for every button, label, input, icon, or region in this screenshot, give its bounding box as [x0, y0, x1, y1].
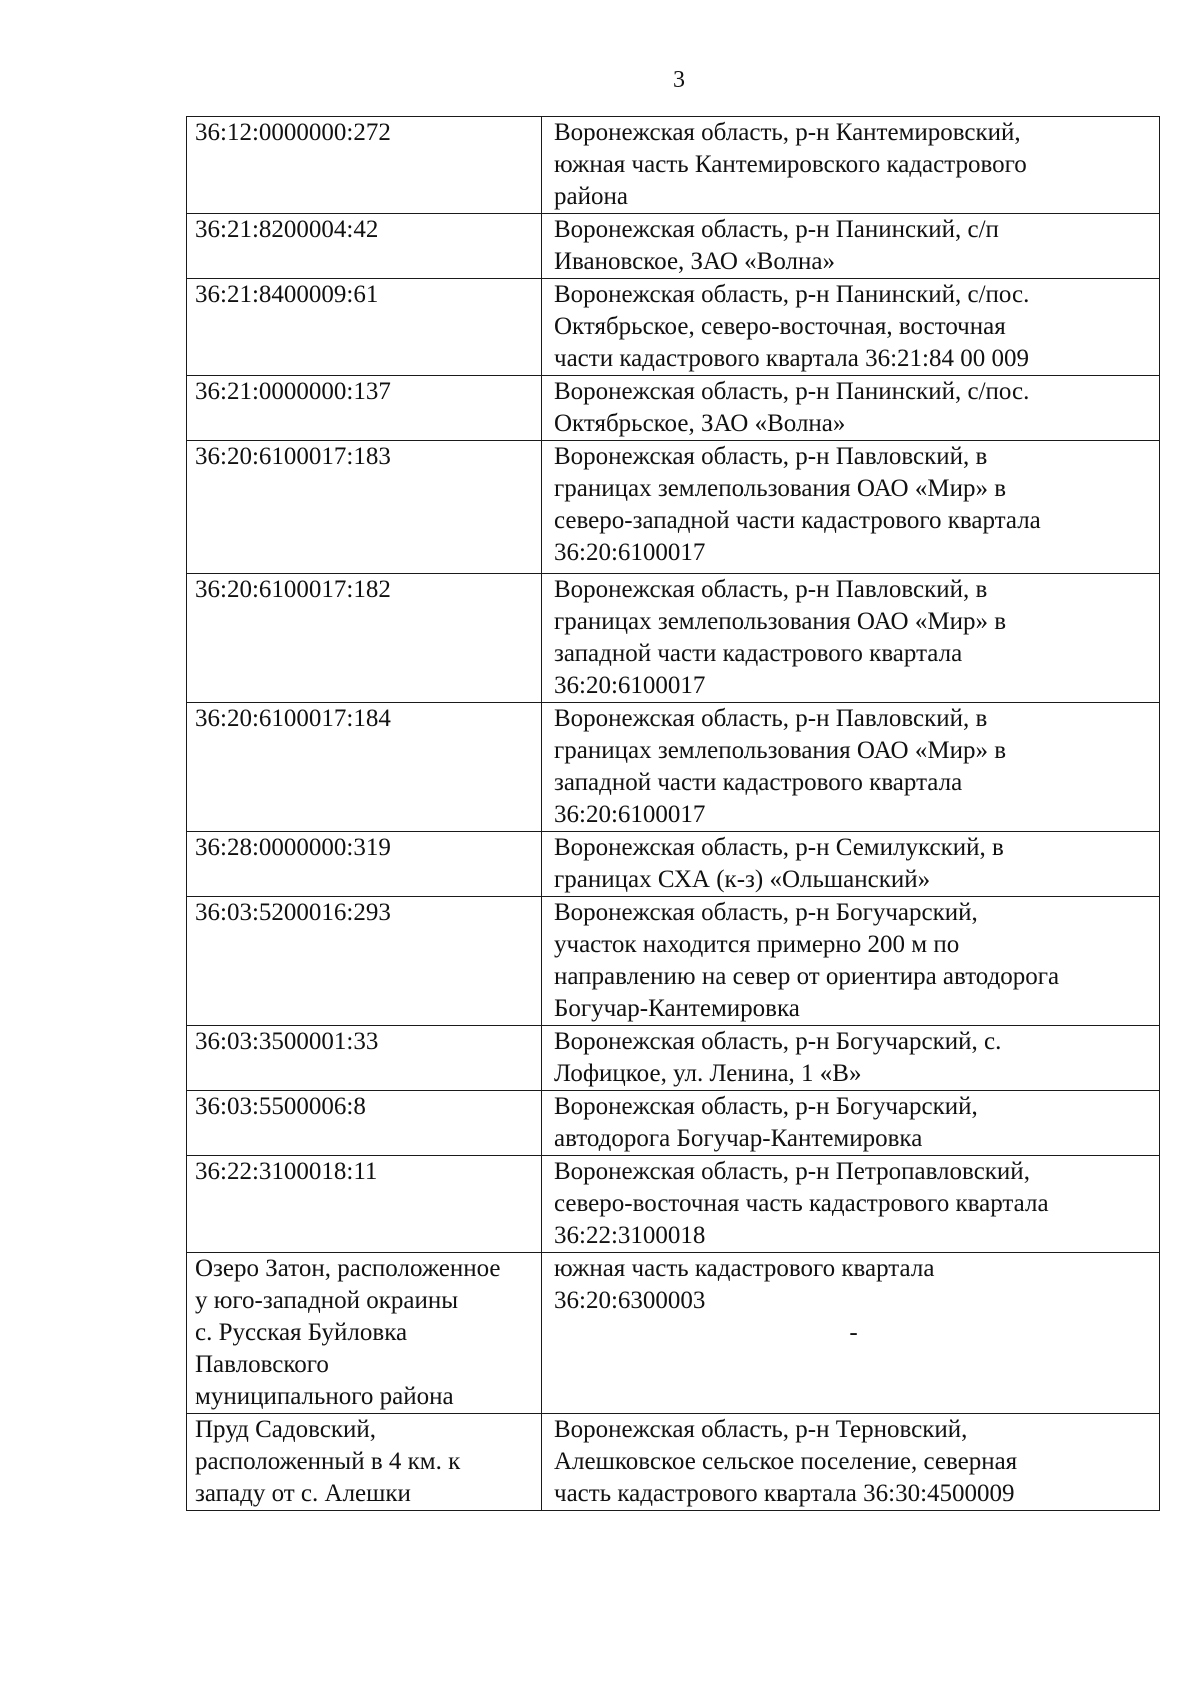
- cell-text-line: Воронежская область, р-н Терновский,: [554, 1416, 968, 1443]
- cell-text-line: Озеро Затон, расположенное: [195, 1255, 501, 1282]
- cell-text-line: 36:21:8400009:61: [195, 281, 379, 308]
- table-row: [187, 376, 1160, 441]
- table-row: [187, 1026, 1160, 1091]
- cell-text-line: границах СХА (к-з) «Ольшанский»: [554, 866, 931, 893]
- location-cell: [542, 897, 1160, 1026]
- page-number: 3: [673, 67, 685, 93]
- location-cell: [542, 376, 1160, 441]
- cell-text-line: Воронежская область, р-н Панинский, с/пос.: [554, 281, 1030, 308]
- cadastral-number-cell: [187, 897, 542, 1026]
- dash-mark: -: [849, 1319, 858, 1346]
- table-row: [187, 574, 1160, 703]
- cadastral-table: [186, 116, 1160, 1511]
- cell-text-line: 36:20:6100017: [554, 801, 706, 828]
- cell-text-line: автодорога Богучар-Кантемировка: [554, 1125, 923, 1152]
- cell-text-line: Воронежская область, р-н Богучарский, с.: [554, 1028, 1002, 1055]
- cell-text-line: Воронежская область, р-н Панинский, с/п: [554, 216, 999, 243]
- cell-text-line: 36:20:6100017:182: [195, 576, 391, 603]
- cadastral-number-cell: [187, 1156, 542, 1253]
- cadastral-number-cell: [187, 279, 542, 376]
- table-row: [187, 897, 1160, 1026]
- cell-text-line: 36:03:3500001:33: [195, 1028, 379, 1055]
- location-cell: [542, 1253, 1160, 1414]
- table-row: [187, 1091, 1160, 1156]
- cadastral-number-cell: [187, 1091, 542, 1156]
- location-cell: [542, 574, 1160, 703]
- cell-text-line: с. Русская Буйловка: [195, 1319, 408, 1346]
- cell-text-line: границах землепользования ОАО «Мир» в: [554, 475, 1007, 502]
- cadastral-number-cell: [187, 117, 542, 214]
- location-cell: [542, 117, 1160, 214]
- location-cell: [542, 703, 1160, 832]
- table-body: [187, 117, 1160, 1511]
- table-row: [187, 1414, 1160, 1511]
- cadastral-number-cell: [187, 1026, 542, 1091]
- location-cell: [542, 1156, 1160, 1253]
- location-cell: [542, 441, 1160, 574]
- cell-text-line: 36:22:3100018:11: [195, 1158, 378, 1185]
- cadastral-number-cell: [187, 1253, 542, 1414]
- cell-text-line: Воронежская область, р-н Петропавловский,: [554, 1158, 1030, 1185]
- cell-text-line: границах землепользования ОАО «Мир» в: [554, 608, 1007, 635]
- cell-text-line: Воронежская область, р-н Павловский, в: [554, 705, 988, 732]
- cell-text-line: Алешковское сельское поселение, северная: [554, 1448, 1018, 1475]
- cell-text-line: Октябрьское, ЗАО «Волна»: [554, 410, 846, 437]
- cadastral-number-cell: [187, 376, 542, 441]
- cell-text-line: 36:20:6100017: [554, 672, 706, 699]
- location-cell: [542, 832, 1160, 897]
- cell-text-line: 36:20:6100017:183: [195, 443, 391, 470]
- cell-text-line: расположенный в 4 км. к: [195, 1448, 461, 1475]
- cell-text-line: северо-восточная часть кадастрового квартала: [554, 1190, 1049, 1217]
- table-row: [187, 832, 1160, 897]
- cadastral-number-cell: [187, 832, 542, 897]
- cell-text-line: 36:20:6100017:184: [195, 705, 391, 732]
- cell-text-line: 36:21:0000000:137: [195, 378, 391, 405]
- cell-text-line: южная часть Кантемировского кадастрового: [554, 151, 1027, 178]
- cell-text-line: 36:22:3100018: [554, 1222, 706, 1249]
- table-row: [187, 441, 1160, 574]
- cell-text-line: 36:21:8200004:42: [195, 216, 379, 243]
- location-cell: [542, 214, 1160, 279]
- cadastral-number-cell: [187, 441, 542, 574]
- cell-text-line: Воронежская область, р-н Семилукский, в: [554, 834, 1004, 861]
- cell-text-line: Октябрьское, северо-восточная, восточная: [554, 313, 1006, 340]
- table-row: [187, 214, 1160, 279]
- cell-text-line: направлению на север от ориентира автодорога: [554, 963, 1060, 990]
- cell-text-line: Воронежская область, р-н Павловский, в: [554, 576, 988, 603]
- cell-text-line: Воронежская область, р-н Панинский, с/пос.: [554, 378, 1030, 405]
- cell-text-line: участок находится примерно 200 м по: [554, 931, 960, 958]
- cell-text-line: Воронежская область, р-н Богучарский,: [554, 899, 978, 926]
- cell-text-line: 36:12:0000000:272: [195, 119, 391, 146]
- table-row: [187, 1253, 1160, 1414]
- cell-text-line: Богучар-Кантемировка: [554, 995, 800, 1022]
- cell-text-line: Пруд Садовский,: [195, 1416, 377, 1443]
- cell-text-line: северо-западной части кадастрового квартала: [554, 507, 1041, 534]
- cell-text-line: муниципального района: [195, 1383, 454, 1410]
- table-row: [187, 1156, 1160, 1253]
- cell-text-line: части кадастрового квартала 36:21:84 00 009: [554, 345, 1029, 372]
- cell-text-line: южная часть кадастрового квартала: [554, 1255, 935, 1282]
- cadastral-number-cell: [187, 574, 542, 703]
- cell-text-line: 36:28:0000000:319: [195, 834, 391, 861]
- cell-text-line: Ивановское, ЗАО «Волна»: [554, 248, 835, 275]
- cell-text-line: 36:20:6300003: [554, 1287, 706, 1314]
- cell-text-line: района: [554, 183, 628, 210]
- location-cell: [542, 279, 1160, 376]
- cadastral-number-cell: [187, 214, 542, 279]
- cell-text-line: 36:03:5500006:8: [195, 1093, 366, 1120]
- cadastral-number-cell: [187, 703, 542, 832]
- cell-text-line: западу от с. Алешки: [195, 1480, 411, 1507]
- table-row: [187, 117, 1160, 214]
- cell-text-line: Воронежская область, р-н Кантемировский,: [554, 119, 1021, 146]
- table-row: [187, 703, 1160, 832]
- cell-text-line: Воронежская область, р-н Богучарский,: [554, 1093, 978, 1120]
- location-cell: [542, 1414, 1160, 1511]
- cell-text-line: 36:20:6100017: [554, 539, 706, 566]
- location-cell: [542, 1026, 1160, 1091]
- cell-text-line: Павловского: [195, 1351, 329, 1378]
- cell-text-line: границах землепользования ОАО «Мир» в: [554, 737, 1007, 764]
- cell-text-line: западной части кадастрового квартала: [554, 769, 963, 796]
- location-cell: [542, 1091, 1160, 1156]
- cell-text-line: Лофицкое, ул. Ленина, 1 «В»: [554, 1060, 862, 1087]
- cell-text-line: западной части кадастрового квартала: [554, 640, 963, 667]
- cell-text-line: 36:03:5200016:293: [195, 899, 391, 926]
- cadastral-number-cell: [187, 1414, 542, 1511]
- cell-text-line: у юго-западной окраины: [195, 1287, 459, 1314]
- cell-text-line: часть кадастрового квартала 36:30:4500009: [554, 1480, 1015, 1507]
- table-row: [187, 279, 1160, 376]
- cell-text-line: Воронежская область, р-н Павловский, в: [554, 443, 988, 470]
